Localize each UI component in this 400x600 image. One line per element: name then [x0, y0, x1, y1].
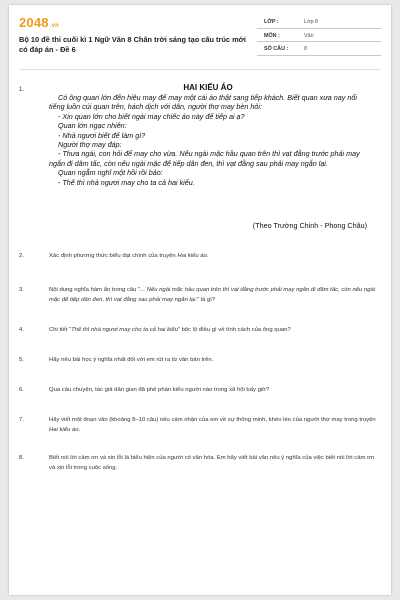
question-number: 3.	[19, 287, 24, 293]
story-line: Quan ngẫm nghĩ một hồi rồi bảo:	[58, 168, 163, 178]
meta-label: LỚP :	[264, 19, 279, 25]
text-run: ... Nếu ngài mặc hầu quan trên thì vạt đằng trước phải may ngắn đi dăm tấc, còn nếu ngài mặc để tiếp dân đen, thì vạt đằng sau phải may ngắn lại	[49, 287, 376, 303]
logo[interactable]	[19, 15, 59, 30]
text-run: Biết nói lời cảm ơn và xin lỗi là biểu hiện của người có văn hóa. Em hãy viết bài văn nêu ý nghĩa của việc biết nói lời cảm ơn và xin lỗi trong cuộc sống.	[49, 455, 375, 471]
question-text	[49, 415, 379, 435]
story-text	[49, 93, 367, 187]
meta-label: SỐ CÂU :	[264, 46, 289, 52]
story-line: Có ông quan lớn đến hiệu may để may một cái áo thật sang tiếp khách. Biết quan xưa nay nổi tiếng luồn cúi quan trên, hách dịch với dân, người thợ may bèn hỏi:	[49, 93, 357, 112]
story-line: Người thợ may đáp:	[58, 140, 122, 150]
story-line: - Xin quan lớn cho biết ngài may chiếc áo này để tiếp ai ạ?	[58, 111, 245, 121]
question-number: 6.	[19, 387, 24, 393]
story-line: - Thưa ngài, con hỏi để may cho vừa. Nếu ngài mặc hầu quan trên thì vạt đằng trước phải may ngắn đi dăm tấc, còn nếu ngài mặc để tiếp dân đen, thì vạt đằng sau phải may ngắn lại.	[49, 149, 360, 168]
story-line: - Nhà ngươi biết để làm gì?	[58, 130, 146, 140]
question-text	[49, 285, 379, 305]
question-number: 4.	[19, 327, 24, 333]
text-run: " bộc lộ điều gì về tính cách của ông quan?	[177, 327, 291, 333]
meta-label: MÔN :	[264, 32, 280, 39]
question-number: 8.	[19, 455, 24, 461]
meta-row-class	[257, 15, 381, 29]
meta-box	[257, 15, 381, 56]
meta-row-count	[257, 42, 381, 56]
text-run: .	[78, 427, 81, 433]
story-line: Quan lớn ngạc nhiên:	[58, 121, 127, 131]
text-run: .	[206, 253, 209, 259]
story-line: - Thế thì nhà ngươi may cho ta cả hai kiểu.	[58, 177, 195, 187]
meta-value: 8	[304, 46, 307, 52]
text-run: Nội dung nghĩa hàm ẩn trong câu "	[49, 287, 141, 293]
question-number: 2.	[19, 253, 24, 259]
question-number: 1.	[19, 87, 25, 93]
question-number: 7.	[19, 417, 24, 423]
story-source: (Theo Trường Chinh - Phong Châu)	[252, 221, 367, 230]
logo-suffix: .vn	[49, 23, 60, 29]
meta-value: Văn	[304, 32, 314, 39]
question-text	[49, 251, 379, 261]
text-run: Hai kiểu áo	[177, 253, 207, 259]
text-run: ." là gì?	[195, 297, 216, 303]
meta-row-subject	[257, 29, 381, 43]
text-run: Xác định phương thức biểu đạt chính của truyện	[49, 253, 178, 259]
document-title: Bộ 10 đề thi cuối kì 1 Ngữ Văn 8 Chân trời sáng tạo cấu trúc mới có đáp án - Đề 6	[19, 35, 246, 54]
story-title: HAI KIỂU ÁO	[183, 83, 233, 92]
question-number: 5.	[19, 357, 24, 363]
question-text	[49, 385, 379, 395]
logo-main: 2048	[19, 15, 49, 30]
header-divider	[19, 69, 381, 70]
text-run: Hãy viết một đoạn văn (khoảng 8–10 câu) nêu cảm nhận của em về sự thông minh, khéo léo của người thợ may trong truyện	[49, 417, 376, 423]
question-text	[49, 355, 379, 365]
question-text	[49, 453, 379, 473]
text-run: Qua câu chuyện, tác giả dân gian đã phê phán kiểu người nào trong xã hội bấy giờ?	[49, 387, 270, 393]
text-run: Hai kiểu áo	[49, 427, 79, 433]
text-run: Thế thì nhà ngươi may cho ta cả hai kiểu	[71, 327, 178, 333]
exam-sheet	[9, 5, 391, 595]
header	[19, 15, 381, 65]
question-text	[49, 325, 379, 335]
text-run: Chi tiết "	[49, 327, 72, 333]
text-run: Hãy nêu bài học ý nghĩa nhất đối với em rút ra từ văn bản trên.	[49, 357, 214, 363]
meta-value: Lớp 8	[304, 19, 319, 25]
